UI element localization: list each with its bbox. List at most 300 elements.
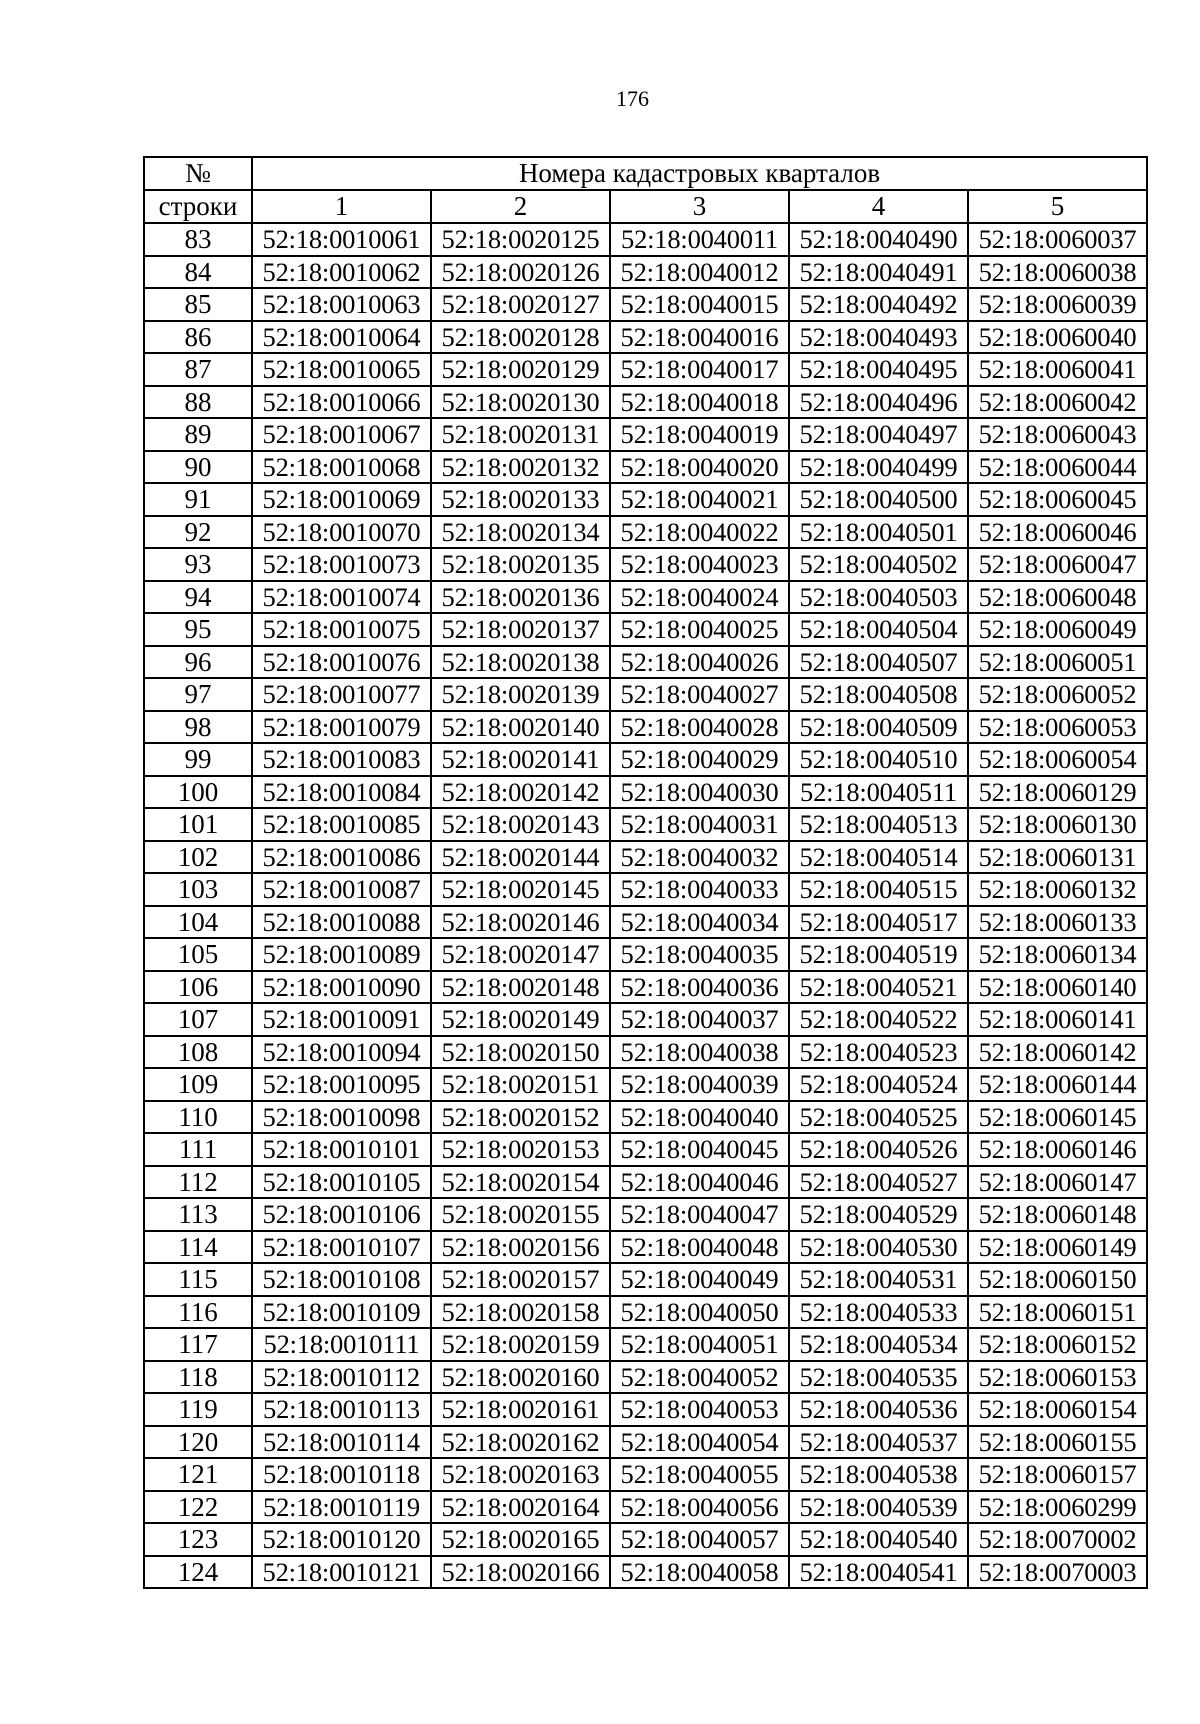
- cadastral-number-col-5: 52:18:0060299: [968, 1491, 1147, 1524]
- cadastral-number-col-2: 52:18:0020159: [431, 1328, 610, 1361]
- cadastral-number-col-4: 52:18:0040493: [789, 321, 968, 354]
- cadastral-number-col-3: 52:18:0040012: [610, 256, 789, 289]
- cadastral-number-col-2: 52:18:0020140: [431, 711, 610, 744]
- cadastral-number-col-2: 52:18:0020141: [431, 743, 610, 776]
- cadastral-number-col-1: 52:18:0010091: [252, 1003, 431, 1036]
- cadastral-number-col-5: 52:18:0060132: [968, 873, 1147, 906]
- cadastral-number-col-2: 52:18:0020127: [431, 288, 610, 321]
- row-number: 89: [144, 418, 252, 451]
- table-row: [144, 971, 1147, 1004]
- cadastral-number-col-5: 52:18:0060043: [968, 418, 1147, 451]
- row-number: 101: [144, 808, 252, 841]
- cadastral-number-col-2: 52:18:0020144: [431, 841, 610, 874]
- cadastral-number-col-2: 52:18:0020163: [431, 1458, 610, 1491]
- cadastral-number-col-1: 52:18:0010108: [252, 1263, 431, 1296]
- cadastral-number-col-5: 52:18:0060047: [968, 548, 1147, 581]
- cadastral-number-col-2: 52:18:0020134: [431, 516, 610, 549]
- cadastral-number-col-5: 52:18:0060154: [968, 1393, 1147, 1426]
- table-row: [144, 678, 1147, 711]
- cadastral-number-col-3: 52:18:0040037: [610, 1003, 789, 1036]
- cadastral-number-col-5: 52:18:0060140: [968, 971, 1147, 1004]
- cadastral-number-col-5: 52:18:0060040: [968, 321, 1147, 354]
- cadastral-number-col-4: 52:18:0040491: [789, 256, 968, 289]
- cadastral-number-col-1: 52:18:0010105: [252, 1166, 431, 1199]
- cadastral-number-col-3: 52:18:0040025: [610, 613, 789, 646]
- row-number: 123: [144, 1523, 252, 1556]
- table-row: [144, 223, 1147, 256]
- cadastral-number-col-2: 52:18:0020135: [431, 548, 610, 581]
- cadastral-number-col-2: 52:18:0020160: [431, 1361, 610, 1394]
- cadastral-number-col-1: 52:18:0010079: [252, 711, 431, 744]
- cadastral-number-col-5: 52:18:0060134: [968, 938, 1147, 971]
- cadastral-number-col-5: 52:18:0060148: [968, 1198, 1147, 1231]
- cadastral-number-col-3: 52:18:0040040: [610, 1101, 789, 1134]
- cadastral-number-col-2: 52:18:0020138: [431, 646, 610, 679]
- cadastral-number-col-5: 52:18:0060130: [968, 808, 1147, 841]
- cadastral-number-col-3: 52:18:0040045: [610, 1133, 789, 1166]
- header-row-top: [144, 157, 1147, 190]
- cadastral-number-col-5: 52:18:0060046: [968, 516, 1147, 549]
- cadastral-number-col-1: 52:18:0010088: [252, 906, 431, 939]
- cadastral-number-col-4: 52:18:0040534: [789, 1328, 968, 1361]
- cadastral-number-col-3: 52:18:0040030: [610, 776, 789, 809]
- cadastral-number-col-4: 52:18:0040538: [789, 1458, 968, 1491]
- table-row: [144, 906, 1147, 939]
- cadastral-number-col-3: 52:18:0040050: [610, 1296, 789, 1329]
- cadastral-number-col-3: 52:18:0040023: [610, 548, 789, 581]
- row-number: 113: [144, 1198, 252, 1231]
- cadastral-number-col-3: 52:18:0040056: [610, 1491, 789, 1524]
- cadastral-number-col-1: 52:18:0010086: [252, 841, 431, 874]
- cadastral-number-col-5: 52:18:0060052: [968, 678, 1147, 711]
- row-number: 102: [144, 841, 252, 874]
- cadastral-number-col-2: 52:18:0020151: [431, 1068, 610, 1101]
- cadastral-number-col-3: 52:18:0040038: [610, 1036, 789, 1069]
- cadastral-number-col-5: 52:18:0060041: [968, 353, 1147, 386]
- cadastral-number-col-4: 52:18:0040521: [789, 971, 968, 1004]
- cadastral-number-col-4: 52:18:0040502: [789, 548, 968, 581]
- cadastral-number-col-4: 52:18:0040531: [789, 1263, 968, 1296]
- cadastral-number-col-2: 52:18:0020161: [431, 1393, 610, 1426]
- page-number: 176: [616, 86, 649, 111]
- table-row: [144, 483, 1147, 516]
- cadastral-number-col-5: 52:18:0060053: [968, 711, 1147, 744]
- row-number: 110: [144, 1101, 252, 1134]
- cadastral-number-col-5: 52:18:0060147: [968, 1166, 1147, 1199]
- cadastral-number-col-1: 52:18:0010068: [252, 451, 431, 484]
- cadastral-number-col-3: 52:18:0040052: [610, 1361, 789, 1394]
- cadastral-number-col-4: 52:18:0040529: [789, 1198, 968, 1231]
- cadastral-number-col-5: 52:18:0060129: [968, 776, 1147, 809]
- cadastral-number-col-2: 52:18:0020155: [431, 1198, 610, 1231]
- cadastral-number-col-1: 52:18:0010085: [252, 808, 431, 841]
- row-number: 114: [144, 1231, 252, 1264]
- table-row: [144, 451, 1147, 484]
- cadastral-number-col-3: 52:18:0040058: [610, 1556, 789, 1589]
- row-number: 119: [144, 1393, 252, 1426]
- cadastral-number-col-2: 52:18:0020143: [431, 808, 610, 841]
- cadastral-number-col-5: 52:18:0060039: [968, 288, 1147, 321]
- cadastral-number-col-4: 52:18:0040525: [789, 1101, 968, 1134]
- cadastral-number-col-1: 52:18:0010065: [252, 353, 431, 386]
- cadastral-number-col-2: 52:18:0020146: [431, 906, 610, 939]
- cadastral-number-col-1: 52:18:0010066: [252, 386, 431, 419]
- row-number: 98: [144, 711, 252, 744]
- table-row: [144, 321, 1147, 354]
- cadastral-number-col-4: 52:18:0040500: [789, 483, 968, 516]
- table-row: [144, 353, 1147, 386]
- cadastral-number-col-2: 52:18:0020165: [431, 1523, 610, 1556]
- row-number: 105: [144, 938, 252, 971]
- cadastral-number-col-2: 52:18:0020166: [431, 1556, 610, 1589]
- cadastral-number-col-5: 52:18:0060142: [968, 1036, 1147, 1069]
- table-row: [144, 743, 1147, 776]
- cadastral-number-col-2: 52:18:0020153: [431, 1133, 610, 1166]
- cadastral-number-col-3: 52:18:0040022: [610, 516, 789, 549]
- cadastral-number-col-3: 52:18:0040024: [610, 581, 789, 614]
- cadastral-number-col-1: 52:18:0010070: [252, 516, 431, 549]
- row-number: 86: [144, 321, 252, 354]
- row-number: 97: [144, 678, 252, 711]
- cadastral-number-col-5: 52:18:0070002: [968, 1523, 1147, 1556]
- cadastral-number-col-1: 52:18:0010090: [252, 971, 431, 1004]
- cadastral-number-col-2: 52:18:0020157: [431, 1263, 610, 1296]
- cadastral-number-col-3: 52:18:0040016: [610, 321, 789, 354]
- cadastral-number-col-1: 52:18:0010073: [252, 548, 431, 581]
- table-row: [144, 1198, 1147, 1231]
- row-number: 103: [144, 873, 252, 906]
- cadastral-number-col-2: 52:18:0020164: [431, 1491, 610, 1524]
- cadastral-number-col-3: 52:18:0040035: [610, 938, 789, 971]
- cadastral-number-col-3: 52:18:0040028: [610, 711, 789, 744]
- table-row: [144, 841, 1147, 874]
- cadastral-number-col-2: 52:18:0020148: [431, 971, 610, 1004]
- cadastral-number-col-1: 52:18:0010087: [252, 873, 431, 906]
- table-row: [144, 1166, 1147, 1199]
- row-number: 115: [144, 1263, 252, 1296]
- table-row: [144, 418, 1147, 451]
- table-row: [144, 873, 1147, 906]
- table-row: [144, 1361, 1147, 1394]
- cadastral-number-col-2: 52:18:0020133: [431, 483, 610, 516]
- cadastral-number-col-5: 52:18:0060037: [968, 223, 1147, 256]
- row-number: 122: [144, 1491, 252, 1524]
- cadastral-number-col-4: 52:18:0040519: [789, 938, 968, 971]
- cadastral-number-col-1: 52:18:0010107: [252, 1231, 431, 1264]
- table-row: [144, 1523, 1147, 1556]
- cadastral-number-col-3: 52:18:0040033: [610, 873, 789, 906]
- cadastral-number-col-5: 52:18:0060048: [968, 581, 1147, 614]
- cadastral-number-col-1: 52:18:0010075: [252, 613, 431, 646]
- cadastral-number-col-2: 52:18:0020128: [431, 321, 610, 354]
- cadastral-number-col-1: 52:18:0010074: [252, 581, 431, 614]
- row-number: 87: [144, 353, 252, 386]
- row-number: 121: [144, 1458, 252, 1491]
- cadastral-number-col-3: 52:18:0040055: [610, 1458, 789, 1491]
- column-number-2: 2: [431, 190, 610, 223]
- cadastral-number-col-5: 52:18:0060051: [968, 646, 1147, 679]
- cadastral-number-col-2: 52:18:0020142: [431, 776, 610, 809]
- cadastral-number-col-4: 52:18:0040535: [789, 1361, 968, 1394]
- cadastral-number-col-5: 52:18:0060150: [968, 1263, 1147, 1296]
- row-number: 117: [144, 1328, 252, 1361]
- cadastral-number-col-1: 52:18:0010077: [252, 678, 431, 711]
- cadastral-number-col-1: 52:18:0010076: [252, 646, 431, 679]
- row-number: 104: [144, 906, 252, 939]
- table-row: [144, 646, 1147, 679]
- row-number: 107: [144, 1003, 252, 1036]
- cadastral-number-col-5: 52:18:0060152: [968, 1328, 1147, 1361]
- cadastral-number-col-2: 52:18:0020137: [431, 613, 610, 646]
- cadastral-number-col-5: 52:18:0060133: [968, 906, 1147, 939]
- column-number-1: 1: [252, 190, 431, 223]
- cadastral-number-col-4: 52:18:0040536: [789, 1393, 968, 1426]
- cadastral-number-col-2: 52:18:0020154: [431, 1166, 610, 1199]
- cadastral-number-col-5: 52:18:0070003: [968, 1556, 1147, 1589]
- cadastral-number-col-4: 52:18:0040510: [789, 743, 968, 776]
- cadastral-number-col-4: 52:18:0040524: [789, 1068, 968, 1101]
- cadastral-number-col-1: 52:18:0010089: [252, 938, 431, 971]
- cadastral-number-col-4: 52:18:0040504: [789, 613, 968, 646]
- row-number: 109: [144, 1068, 252, 1101]
- row-number: 91: [144, 483, 252, 516]
- cadastral-number-col-5: 52:18:0060153: [968, 1361, 1147, 1394]
- cadastral-number-col-3: 52:18:0040017: [610, 353, 789, 386]
- cadastral-number-col-1: 52:18:0010113: [252, 1393, 431, 1426]
- cadastral-number-col-5: 52:18:0060054: [968, 743, 1147, 776]
- cadastral-number-col-3: 52:18:0040034: [610, 906, 789, 939]
- row-number: 83: [144, 223, 252, 256]
- cadastral-number-col-4: 52:18:0040490: [789, 223, 968, 256]
- table-row: [144, 938, 1147, 971]
- table-body: [144, 223, 1147, 1588]
- row-number: 92: [144, 516, 252, 549]
- cadastral-number-col-2: 52:18:0020125: [431, 223, 610, 256]
- cadastral-number-col-4: 52:18:0040540: [789, 1523, 968, 1556]
- cadastral-number-col-4: 52:18:0040499: [789, 451, 968, 484]
- table-row: [144, 1458, 1147, 1491]
- row-number: 84: [144, 256, 252, 289]
- cadastral-number-col-2: 52:18:0020139: [431, 678, 610, 711]
- cadastral-number-col-5: 52:18:0060146: [968, 1133, 1147, 1166]
- cadastral-number-col-2: 52:18:0020162: [431, 1426, 610, 1459]
- cadastral-number-col-4: 52:18:0040515: [789, 873, 968, 906]
- table-row: [144, 1426, 1147, 1459]
- row-number: 90: [144, 451, 252, 484]
- cadastral-number-col-1: 52:18:0010118: [252, 1458, 431, 1491]
- cadastral-number-col-4: 52:18:0040507: [789, 646, 968, 679]
- cadastral-number-col-2: 52:18:0020132: [431, 451, 610, 484]
- cadastral-number-col-3: 52:18:0040019: [610, 418, 789, 451]
- table-row: [144, 711, 1147, 744]
- cadastral-number-col-3: 52:18:0040036: [610, 971, 789, 1004]
- cadastral-number-col-1: 52:18:0010067: [252, 418, 431, 451]
- table-row: [144, 516, 1147, 549]
- cadastral-number-col-1: 52:18:0010120: [252, 1523, 431, 1556]
- header-num-top: №: [144, 157, 252, 190]
- header-num-bottom: строки: [144, 190, 252, 223]
- table-row: [144, 1133, 1147, 1166]
- cadastral-number-col-3: 52:18:0040020: [610, 451, 789, 484]
- cadastral-quarters-table: [143, 156, 1148, 1589]
- cadastral-number-col-4: 52:18:0040517: [789, 906, 968, 939]
- column-number-5: 5: [968, 190, 1147, 223]
- cadastral-number-col-3: 52:18:0040029: [610, 743, 789, 776]
- table-row: [144, 1263, 1147, 1296]
- cadastral-number-col-2: 52:18:0020147: [431, 938, 610, 971]
- cadastral-number-col-5: 52:18:0060144: [968, 1068, 1147, 1101]
- cadastral-number-col-1: 52:18:0010114: [252, 1426, 431, 1459]
- cadastral-number-col-4: 52:18:0040492: [789, 288, 968, 321]
- row-number: 99: [144, 743, 252, 776]
- cadastral-number-col-3: 52:18:0040048: [610, 1231, 789, 1264]
- table-row: [144, 808, 1147, 841]
- cadastral-number-col-1: 52:18:0010101: [252, 1133, 431, 1166]
- header-row-bottom: [144, 190, 1147, 223]
- table-row: [144, 581, 1147, 614]
- cadastral-number-col-2: 52:18:0020126: [431, 256, 610, 289]
- row-number: 96: [144, 646, 252, 679]
- cadastral-number-col-3: 52:18:0040039: [610, 1068, 789, 1101]
- cadastral-number-col-1: 52:18:0010084: [252, 776, 431, 809]
- cadastral-number-col-4: 52:18:0040497: [789, 418, 968, 451]
- row-number: 120: [144, 1426, 252, 1459]
- cadastral-number-col-4: 52:18:0040541: [789, 1556, 968, 1589]
- row-number: 118: [144, 1361, 252, 1394]
- cadastral-number-col-1: 52:18:0010098: [252, 1101, 431, 1134]
- table-row: [144, 613, 1147, 646]
- cadastral-number-col-3: 52:18:0040021: [610, 483, 789, 516]
- row-number: 95: [144, 613, 252, 646]
- table-row: [144, 256, 1147, 289]
- cadastral-number-col-1: 52:18:0010121: [252, 1556, 431, 1589]
- table-row: [144, 288, 1147, 321]
- cadastral-number-col-4: 52:18:0040537: [789, 1426, 968, 1459]
- cadastral-number-col-2: 52:18:0020158: [431, 1296, 610, 1329]
- cadastral-number-col-3: 52:18:0040049: [610, 1263, 789, 1296]
- cadastral-number-col-5: 52:18:0060145: [968, 1101, 1147, 1134]
- cadastral-number-col-4: 52:18:0040508: [789, 678, 968, 711]
- cadastral-number-col-5: 52:18:0060045: [968, 483, 1147, 516]
- cadastral-number-col-4: 52:18:0040530: [789, 1231, 968, 1264]
- table-row: [144, 1328, 1147, 1361]
- cadastral-number-col-1: 52:18:0010063: [252, 288, 431, 321]
- row-number: 124: [144, 1556, 252, 1589]
- cadastral-number-col-5: 52:18:0060151: [968, 1296, 1147, 1329]
- row-number: 85: [144, 288, 252, 321]
- row-number: 111: [144, 1133, 252, 1166]
- cadastral-number-col-3: 52:18:0040018: [610, 386, 789, 419]
- cadastral-number-col-2: 52:18:0020136: [431, 581, 610, 614]
- cadastral-number-col-5: 52:18:0060044: [968, 451, 1147, 484]
- cadastral-number-col-5: 52:18:0060155: [968, 1426, 1147, 1459]
- cadastral-number-col-2: 52:18:0020130: [431, 386, 610, 419]
- cadastral-number-col-3: 52:18:0040057: [610, 1523, 789, 1556]
- table-row: [144, 1491, 1147, 1524]
- cadastral-number-col-2: 52:18:0020129: [431, 353, 610, 386]
- cadastral-number-col-4: 52:18:0040527: [789, 1166, 968, 1199]
- cadastral-number-col-4: 52:18:0040511: [789, 776, 968, 809]
- cadastral-number-col-3: 52:18:0040015: [610, 288, 789, 321]
- column-number-4: 4: [789, 190, 968, 223]
- cadastral-number-col-1: 52:18:0010119: [252, 1491, 431, 1524]
- cadastral-number-col-3: 52:18:0040047: [610, 1198, 789, 1231]
- cadastral-number-col-4: 52:18:0040495: [789, 353, 968, 386]
- cadastral-number-col-1: 52:18:0010111: [252, 1328, 431, 1361]
- row-number: 100: [144, 776, 252, 809]
- cadastral-number-col-3: 52:18:0040053: [610, 1393, 789, 1426]
- cadastral-number-col-3: 52:18:0040027: [610, 678, 789, 711]
- cadastral-number-col-4: 52:18:0040514: [789, 841, 968, 874]
- cadastral-number-col-1: 52:18:0010095: [252, 1068, 431, 1101]
- table-row: [144, 1101, 1147, 1134]
- cadastral-number-col-3: 52:18:0040026: [610, 646, 789, 679]
- row-number: 94: [144, 581, 252, 614]
- row-number: 112: [144, 1166, 252, 1199]
- cadastral-number-col-3: 52:18:0040032: [610, 841, 789, 874]
- cadastral-number-col-5: 52:18:0060131: [968, 841, 1147, 874]
- table-row: [144, 1556, 1147, 1589]
- cadastral-number-col-3: 52:18:0040046: [610, 1166, 789, 1199]
- table-row: [144, 1296, 1147, 1329]
- cadastral-number-col-5: 52:18:0060038: [968, 256, 1147, 289]
- cadastral-number-col-1: 52:18:0010083: [252, 743, 431, 776]
- row-number: 88: [144, 386, 252, 419]
- row-number: 116: [144, 1296, 252, 1329]
- cadastral-number-col-4: 52:18:0040513: [789, 808, 968, 841]
- table-row: [144, 548, 1147, 581]
- cadastral-number-col-4: 52:18:0040539: [789, 1491, 968, 1524]
- table-row: [144, 1393, 1147, 1426]
- table-header: [144, 157, 1147, 223]
- cadastral-number-col-4: 52:18:0040503: [789, 581, 968, 614]
- cadastral-number-col-4: 52:18:0040526: [789, 1133, 968, 1166]
- column-number-3: 3: [610, 190, 789, 223]
- cadastral-number-col-2: 52:18:0020156: [431, 1231, 610, 1264]
- table-row: [144, 1036, 1147, 1069]
- header-group-title: Номера кадастровых кварталов: [252, 157, 1147, 190]
- table-row: [144, 1068, 1147, 1101]
- cadastral-number-col-1: 52:18:0010069: [252, 483, 431, 516]
- cadastral-number-col-5: 52:18:0060149: [968, 1231, 1147, 1264]
- cadastral-number-col-5: 52:18:0060049: [968, 613, 1147, 646]
- cadastral-number-col-1: 52:18:0010109: [252, 1296, 431, 1329]
- row-number: 106: [144, 971, 252, 1004]
- table-row: [144, 386, 1147, 419]
- cadastral-number-col-5: 52:18:0060157: [968, 1458, 1147, 1491]
- cadastral-number-col-1: 52:18:0010094: [252, 1036, 431, 1069]
- cadastral-number-col-2: 52:18:0020131: [431, 418, 610, 451]
- cadastral-number-col-4: 52:18:0040523: [789, 1036, 968, 1069]
- row-number: 108: [144, 1036, 252, 1069]
- cadastral-number-col-4: 52:18:0040501: [789, 516, 968, 549]
- cadastral-number-col-4: 52:18:0040496: [789, 386, 968, 419]
- table-row: [144, 776, 1147, 809]
- cadastral-number-col-1: 52:18:0010062: [252, 256, 431, 289]
- cadastral-number-col-1: 52:18:0010061: [252, 223, 431, 256]
- cadastral-number-col-4: 52:18:0040533: [789, 1296, 968, 1329]
- cadastral-number-col-1: 52:18:0010064: [252, 321, 431, 354]
- cadastral-number-col-2: 52:18:0020149: [431, 1003, 610, 1036]
- cadastral-number-col-4: 52:18:0040509: [789, 711, 968, 744]
- cadastral-number-col-4: 52:18:0040522: [789, 1003, 968, 1036]
- cadastral-number-col-3: 52:18:0040054: [610, 1426, 789, 1459]
- table-row: [144, 1231, 1147, 1264]
- cadastral-number-col-3: 52:18:0040051: [610, 1328, 789, 1361]
- cadastral-number-col-1: 52:18:0010112: [252, 1361, 431, 1394]
- cadastral-number-col-2: 52:18:0020150: [431, 1036, 610, 1069]
- table-row: [144, 1003, 1147, 1036]
